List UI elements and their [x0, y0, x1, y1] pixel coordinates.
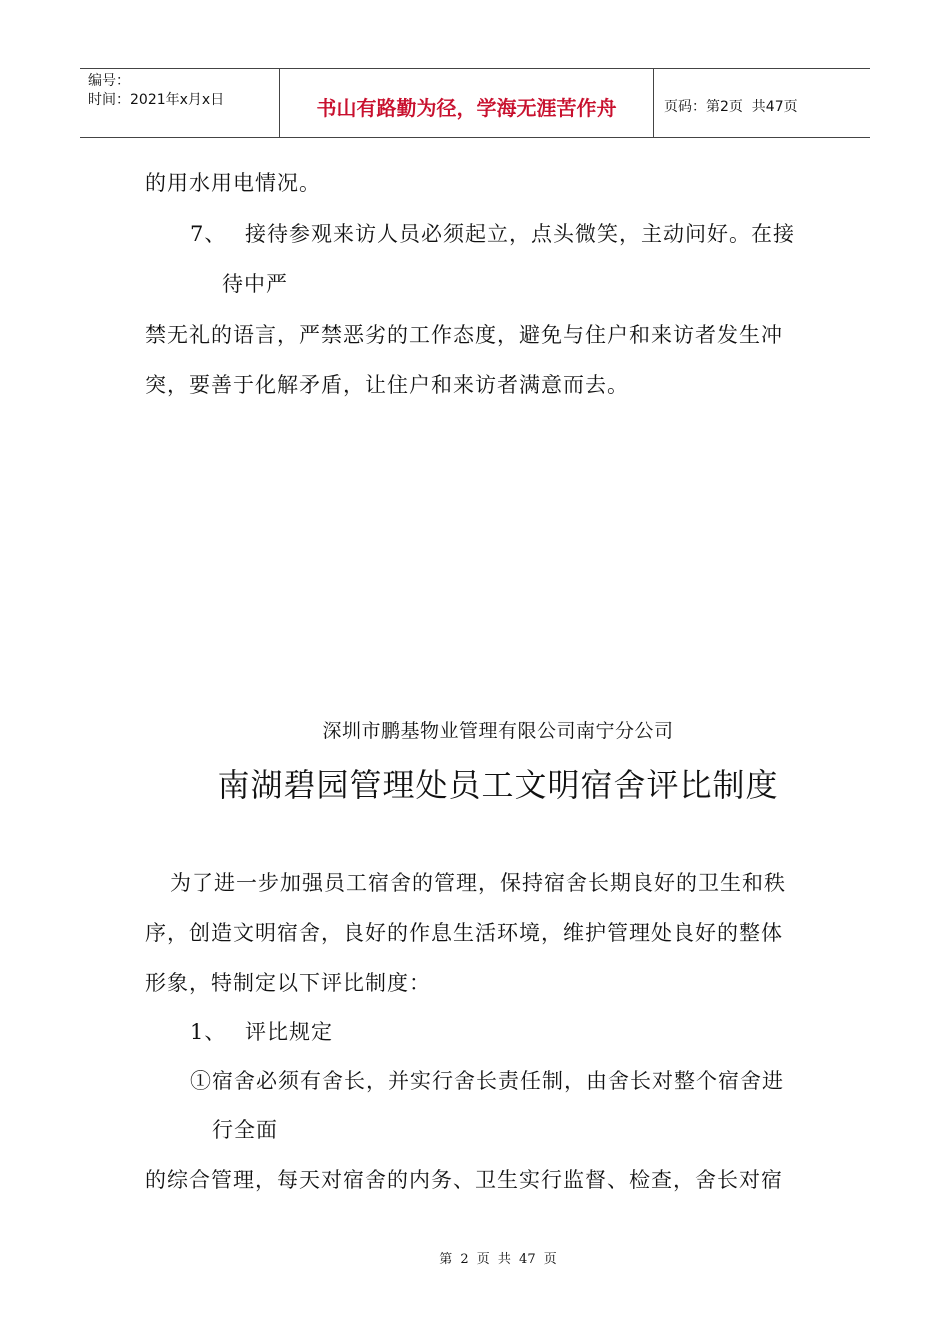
rule-continuation: 行全面 [212, 1118, 278, 1142]
document-title: 南湖碧园管理处员工文明宿舍评比制度 [217, 766, 779, 804]
list-item-number: 1、 [190, 1020, 227, 1044]
body-line: 的综合管理，每天对宿舍的内务、卫生实行监督、检查，舍长对宿 [145, 1168, 783, 1192]
company-name: 深圳市鹏基物业管理有限公司南宁分公司 [322, 720, 674, 742]
time-label: 时间：2021年x月x日 [88, 92, 225, 108]
body-line: 序，创造文明宿舍，良好的作息生活环境，维护管理处良好的整体 [145, 921, 783, 945]
body-line: 禁无礼的语言，严禁恶劣的工作态度，避免与住户和来访者发生冲 [145, 323, 783, 347]
code-label: 编号： [88, 73, 130, 89]
header-meta [80, 69, 280, 137]
header-motto: 书山有路勤为径，学海无涯苦作舟 [280, 69, 654, 137]
list-item-number: 7、 [190, 222, 227, 246]
page-footer: 第 2 页 共 47 页 [439, 1252, 557, 1267]
rule-line: ①宿舍必须有舍长，并实行舍长责任制，由舍长对整个宿舍进 [190, 1069, 784, 1093]
body-line: 突，要善于化解矛盾，让住户和来访者满意而去。 [145, 373, 629, 397]
list-item-text: 接待参观来访人员必须起立，点头微笑，主动问好。在接 [245, 222, 795, 246]
document-header [80, 68, 870, 138]
page-info-text: 页码：第2页 共47页 [664, 99, 798, 115]
header-page-info [654, 69, 870, 137]
list-item-text: 评比规定 [245, 1020, 333, 1044]
list-item-continuation: 待中严 [222, 272, 288, 296]
body-line: 为了进一步加强员工宿舍的管理，保持宿舍长期良好的卫生和秩 [170, 871, 786, 895]
body-line: 的用水用电情况。 [145, 171, 321, 195]
body-line: 形象，特制定以下评比制度： [145, 971, 431, 995]
